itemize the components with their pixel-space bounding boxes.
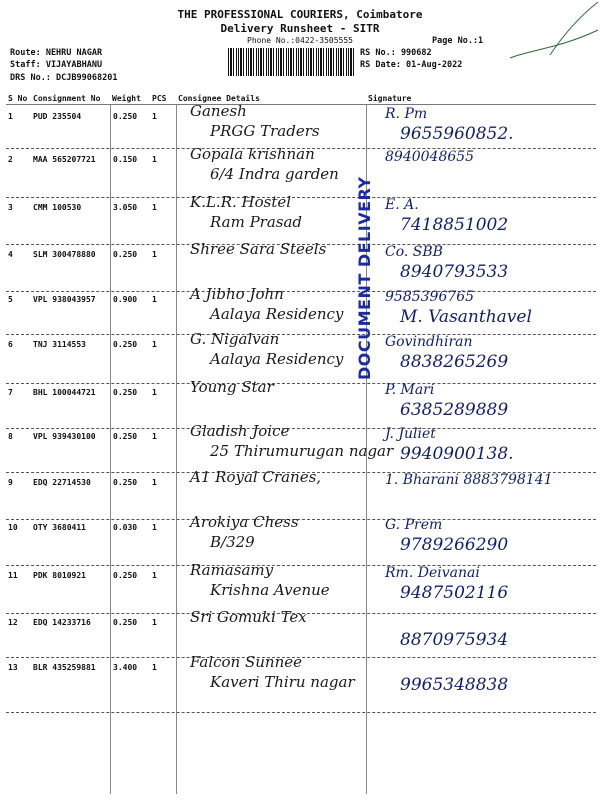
signature-text: R. Pm — [385, 106, 428, 122]
consignee-name: Gopala krishnan — [190, 145, 315, 163]
row-divider — [6, 334, 596, 335]
route-label: Route: NEHRU NAGAR — [10, 48, 103, 58]
row-divider — [6, 519, 596, 520]
row-weight: 0.250 — [113, 340, 138, 349]
row-consignment-no: TNJ 3114553 — [33, 340, 86, 349]
column-divider — [176, 104, 177, 794]
col-consignee: Consignee Details — [178, 94, 260, 103]
row-pcs: 1 — [152, 523, 157, 532]
row-pcs: 1 — [152, 203, 157, 212]
signature-text: 1. Bharani 8883798141 — [385, 472, 553, 488]
pen-mark — [490, 0, 600, 60]
col-pcs: PCS — [152, 94, 167, 103]
column-divider — [110, 104, 111, 794]
row-weight: 0.250 — [113, 250, 138, 259]
consignee-address: B/329 — [210, 533, 255, 551]
signature-phone: 8940793533 — [400, 262, 509, 282]
rs-number: RS No.: 990682 — [360, 48, 432, 58]
row-weight: 0.250 — [113, 432, 138, 441]
signature-text: 8940048655 — [385, 149, 475, 165]
row-weight: 0.250 — [113, 618, 138, 627]
consignee-address: Ram Prasad — [210, 213, 303, 231]
consignee-address: 25 Thirumurugan nagar — [210, 442, 394, 460]
signature-text: Govindhiran — [385, 334, 473, 350]
consignee-address: 6/4 Indra garden — [210, 165, 339, 183]
row-pcs: 1 — [152, 155, 157, 164]
row-sno: 10 — [8, 523, 18, 532]
row-consignment-no: SLM 300478880 — [33, 250, 96, 259]
signature-text: G. Prem — [385, 517, 443, 533]
consignee-name: Falcon Sunnee — [190, 653, 303, 671]
signature-text: Rm. Deivanai — [385, 565, 480, 581]
row-sno: 2 — [8, 155, 13, 164]
signature-phone: 9487502116 — [400, 583, 509, 603]
row-pcs: 1 — [152, 571, 157, 580]
row-consignment-no: OTY 3680411 — [33, 523, 86, 532]
col-sno: S No — [8, 94, 28, 103]
consignee-address: Aalaya Residency — [210, 350, 344, 368]
row-pcs: 1 — [152, 112, 157, 121]
signature-phone: 7418851002 — [400, 215, 509, 235]
row-pcs: 1 — [152, 295, 157, 304]
row-pcs: 1 — [152, 478, 157, 487]
row-weight: 3.400 — [113, 663, 138, 672]
row-weight: 0.250 — [113, 478, 138, 487]
row-weight: 0.030 — [113, 523, 138, 532]
document-delivery-stamp: DOCUMENT DELIVERY — [355, 176, 374, 380]
row-consignment-no: PDK 8010921 — [33, 571, 86, 580]
consignee-address: PRGG Traders — [210, 122, 320, 140]
rs-date: RS Date: 01-Aug-2022 — [360, 60, 463, 70]
row-weight: 3.050 — [113, 203, 138, 212]
row-sno: 9 — [8, 478, 13, 487]
col-signature: Signature — [368, 94, 412, 103]
consignee-address: Aalaya Residency — [210, 305, 344, 323]
row-sno: 1 — [8, 112, 13, 121]
consignee-name: A1 Royal Cranes, — [190, 468, 322, 486]
consignee-name: K.L.R. Hostel — [190, 193, 292, 211]
row-weight: 0.900 — [113, 295, 138, 304]
col-consignment: Consignment No — [33, 94, 101, 103]
row-consignment-no: VPL 938043957 — [33, 295, 96, 304]
row-pcs: 1 — [152, 618, 157, 627]
row-sno: 11 — [8, 571, 18, 580]
signature-phone: 6385289889 — [400, 400, 509, 420]
consignee-name: Young Star — [190, 378, 274, 396]
row-divider — [6, 712, 596, 713]
row-pcs: 1 — [152, 663, 157, 672]
signature-text: Co. SBB — [385, 244, 443, 260]
signature-phone: 9789266290 — [400, 535, 509, 555]
row-consignment-no: BLR 435259881 — [33, 663, 96, 672]
row-sno: 5 — [8, 295, 13, 304]
row-sno: 13 — [8, 663, 18, 672]
phone-number: Phone No.:0422-3505555 — [247, 36, 353, 45]
row-weight: 0.150 — [113, 155, 138, 164]
row-pcs: 1 — [152, 250, 157, 259]
row-consignment-no: VPL 939430100 — [33, 432, 96, 441]
row-consignment-no: EDQ 14233716 — [33, 618, 91, 627]
row-divider — [6, 428, 596, 429]
consignee-name: Arokiya Chess — [190, 513, 299, 531]
consignee-name: A Jibho John — [190, 285, 284, 303]
staff-label: Staff: VIJAYABHANU — [10, 60, 103, 70]
consignee-name: Sri Gomuki Tex — [190, 608, 307, 626]
consignee-name: G. Nigalvan — [190, 330, 280, 348]
row-consignment-no: PUD 235504 — [33, 112, 82, 121]
row-divider — [6, 197, 596, 198]
row-sno: 8 — [8, 432, 13, 441]
row-divider — [6, 565, 596, 566]
consignee-address: Kaveri Thiru nagar — [210, 673, 355, 691]
signature-text: E. A. — [385, 197, 419, 213]
signature-phone: 8838265269 — [400, 352, 509, 372]
row-sno: 12 — [8, 618, 18, 627]
row-sno: 3 — [8, 203, 13, 212]
signature-phone: 8870975934 — [400, 630, 509, 650]
signature-phone: 9655960852. — [400, 124, 514, 144]
signature-text: J. Juliet — [385, 426, 436, 442]
row-consignment-no: CMM 100530 — [33, 203, 82, 212]
signature-phone: 9940900138. — [400, 444, 514, 464]
consignee-address: Krishna Avenue — [210, 581, 330, 599]
row-pcs: 1 — [152, 388, 157, 397]
drs-number: DRS No.: DCJB99068201 — [10, 73, 118, 83]
row-divider — [6, 383, 596, 384]
row-sno: 4 — [8, 250, 13, 259]
header-divider — [6, 104, 596, 105]
signature-phone: M. Vasanthavel — [400, 307, 532, 327]
barcode — [228, 48, 356, 76]
consignee-name: Ganesh — [190, 102, 247, 120]
row-pcs: 1 — [152, 432, 157, 441]
consignee-name: Ramasamy — [190, 561, 274, 579]
row-weight: 0.250 — [113, 388, 138, 397]
signature-phone: 9965348838 — [400, 675, 509, 695]
row-consignment-no: BHL 100044721 — [33, 388, 96, 397]
row-divider — [6, 291, 596, 292]
row-consignment-no: MAA 565207721 — [33, 155, 96, 164]
row-pcs: 1 — [152, 340, 157, 349]
company-name: THE PROFESSIONAL COURIERS, Coimbatore — [177, 8, 423, 21]
row-sno: 6 — [8, 340, 13, 349]
runsheet-title: Delivery Runsheet - SITR — [220, 22, 380, 35]
row-sno: 7 — [8, 388, 13, 397]
consignee-name: Shree Sara Steels — [190, 240, 327, 258]
signature-text: P. Mari — [385, 382, 435, 398]
row-weight: 0.250 — [113, 112, 138, 121]
signature-text: 9585396765 — [385, 289, 475, 305]
row-consignment-no: EDQ 22714530 — [33, 478, 91, 487]
row-weight: 0.250 — [113, 571, 138, 580]
consignee-name: Gladish Joice — [190, 422, 290, 440]
col-weight: Weight — [112, 94, 141, 103]
page-number: Page No.:1 — [432, 36, 484, 46]
